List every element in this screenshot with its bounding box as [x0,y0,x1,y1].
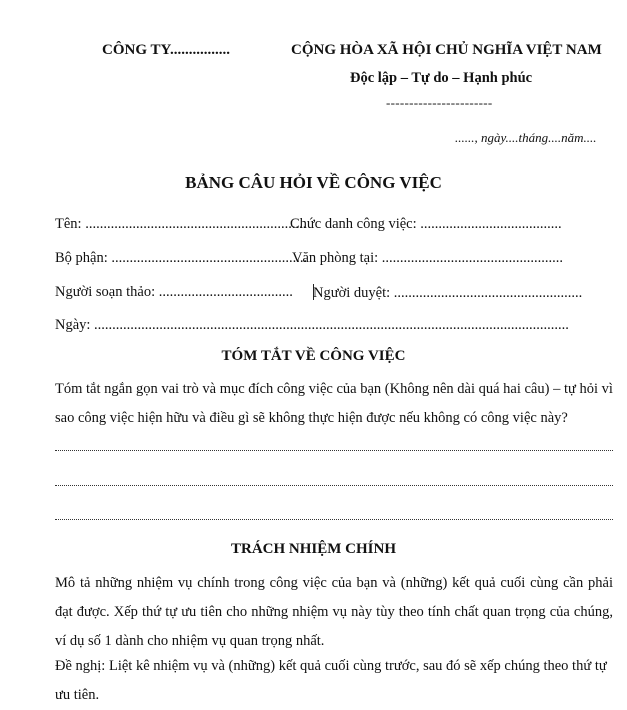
field-drafter[interactable]: Người soạn thảo: ..................................... [55,284,293,300]
answer-line[interactable] [55,519,613,520]
national-motto: Độc lập – Tự do – Hạnh phúc [350,70,533,86]
answer-line[interactable] [55,450,613,451]
section-title-responsibilities: TRÁCH NHIỆM CHÍNH [230,541,396,557]
header-separator: ----------------------- [386,95,493,110]
answer-line[interactable] [55,485,613,486]
responsibilities-suggestion: Đề nghị: Liệt kê nhiệm vụ và (những) kết quả cuối cùng trước, sau đó sẽ xếp chúng theo thứ tự ưu tiên. [55,658,607,703]
field-department[interactable]: Bộ phận: ...................................................... [55,250,308,266]
document-title: BẢNG CÂU HỎI VỀ CÔNG VIỆC [185,173,442,192]
field-approver-wrap[interactable] [313,284,582,302]
summary-instructions: Tóm tắt ngắn gọn vai trò và mục đích công việc của bạn (Không nên dài quá hai câu) – tự hỏi vì sao công việc hiện hữu và điều gì sẽ không thực hiện được nếu không có công việc này? [55,381,613,426]
date-line: ......, ngày....tháng....năm.... [455,130,597,145]
field-office[interactable]: Văn phòng tại: .................................................. [292,250,564,266]
field-date[interactable]: Ngày: ................................................................................................................................... [55,317,569,333]
field-approver[interactable]: Người duyệt: .................................................... [313,285,583,301]
field-job-title[interactable]: Chức danh công việc: ....................................... [290,216,562,232]
company-name: CÔNG TY................ [102,42,230,58]
responsibilities-instructions: Mô tả những nhiệm vụ chính trong công việc của bạn và (những) kết quả cuối cùng cần phải đạt được. Xếp thứ tự ưu tiên cho những nhiệm vụ này tùy theo tính chất quan trọng của chúng, ví dụ số 1 dành cho nhiệm vụ quan trọng nhất. [55,575,613,649]
national-title: CỘNG HÒA XÃ HỘI CHỦ NGHĨA VIỆT NAM [291,42,602,58]
section-title-summary: TÓM TẮT VỀ CÔNG VIỆC [221,348,406,364]
field-name[interactable]: Tên: ............................................................. [55,216,307,232]
